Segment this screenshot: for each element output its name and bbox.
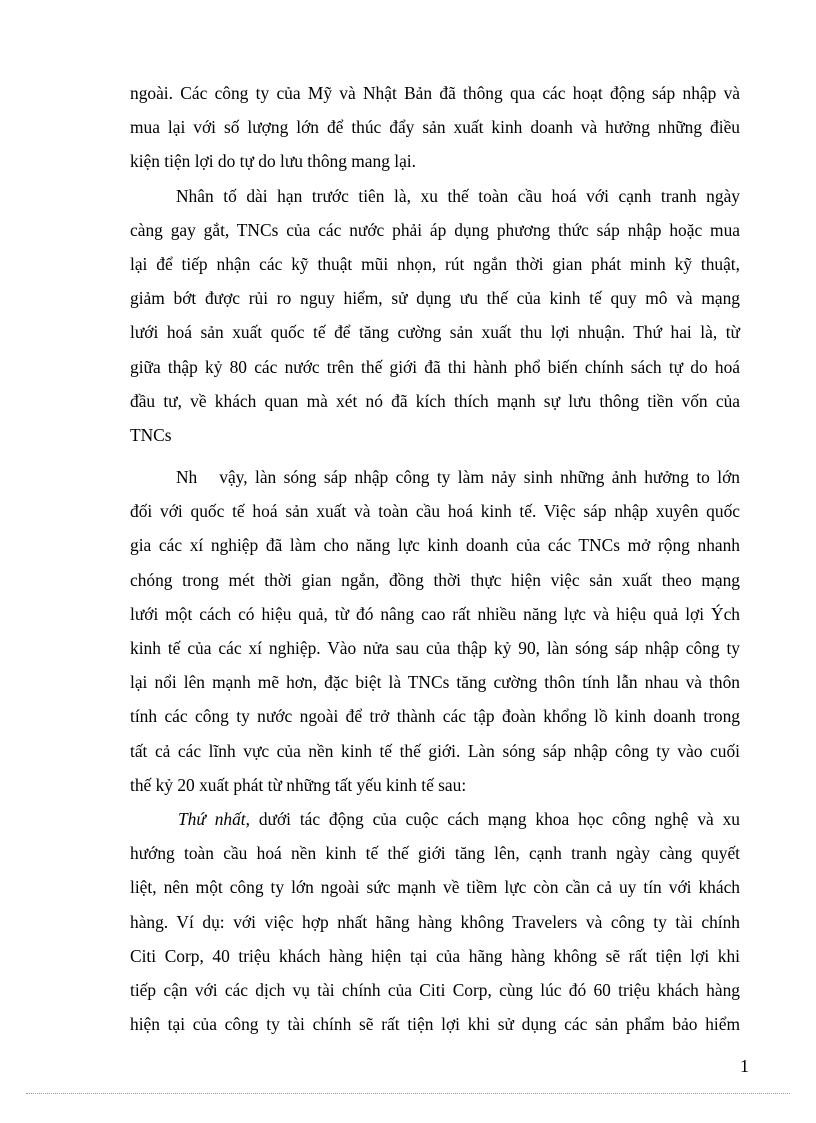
text-line: giảm bớt được rủi ro nguy hiểm, sử dụng ưu thế của kinh tế quy mô và mạng [130, 288, 740, 309]
text-line: lưới hoá sản xuất quốc tế để tăng cường sản xuất thu lợi nhuận. Thứ hai là, từ [130, 322, 740, 343]
document-body [130, 76, 740, 1041]
text-fragment: vậy, làn sóng sáp nhập công ty làm nảy sinh những ảnh hưởng to lớn [219, 467, 740, 488]
paragraph-3 [130, 460, 740, 802]
text-line: kiện tiện lợi do tự do lưu thông mang lại. [130, 151, 416, 172]
text-line [130, 802, 740, 836]
text-line: đối với quốc tế hoá sản xuất và toàn cầu hoá kinh tế. Việc sáp nhập xuyên quốc [130, 501, 740, 522]
text-fragment: Nh [176, 467, 198, 488]
text-line: TNCs [130, 424, 172, 445]
text-line: thế kỷ 20 xuất phát từ những tất yếu kinh tế sau: [130, 774, 467, 795]
text-line: tiếp cận với các dịch vụ tài chính của Citi Corp, cùng lúc đó 60 triệu khách hàng [130, 979, 740, 1000]
text-line: liệt, nên một công ty lớn ngoài sức mạnh về tiềm lực còn cần cả uy tín với khách [130, 877, 740, 898]
text-line: lưới một cách có hiệu quả, từ đó nâng cao rất nhiều năng lực và hiệu quả lợi Ých [130, 603, 740, 624]
text-line: đầu tư, về khách quan mà xét nó đã kích thích mạnh sự lưu thông tiền vốn của [130, 390, 740, 411]
text-line: tất cả các lĩnh vực của nền kinh tế thế giới. Làn sóng sáp nhập công ty vào cuối [130, 740, 740, 761]
page-number: 1 [740, 1056, 749, 1076]
text-line: hướng toàn cầu hoá nền kinh tế thế giới tăng lên, cạnh tranh ngày càng quyết [130, 843, 740, 864]
paragraph-1 [130, 76, 740, 179]
paragraph-spacer [130, 452, 740, 460]
text-line: Citi Corp, 40 triệu khách hàng hiện tại của hãng hàng không sẽ rất tiện lợi khi [130, 945, 740, 966]
paragraph-4 [130, 802, 740, 1041]
paragraph-2 [130, 179, 740, 453]
text-line: hàng. Ví dụ: với việc hợp nhất hãng hàng không Travelers và công ty tài chính [130, 911, 740, 932]
text-line: giữa thập kỷ 80 các nước trên thế giới đã thi hành phổ biến chính sách tự do hoá [130, 356, 740, 377]
emphasis-text: Thứ nhất [178, 808, 246, 829]
text-line: kinh tế của các xí nghiệp. Vào nửa sau của thập kỷ 90, làn sóng sáp nhập công ty [130, 638, 740, 658]
text-line: gia các xí nghiệp đã làm cho năng lực kinh doanh của các TNCs mở rộng nhanh [130, 535, 740, 556]
text-line: Nhân tố dài hạn trước tiên là, xu thế toàn cầu hoá với cạnh tranh ngày [176, 185, 740, 206]
text-line: hiện tại của công ty tài chính sẽ rất tiện lợi khi sử dụng các sản phẩm bảo hiểm [130, 1014, 740, 1035]
text-line: càng gay gắt, TNCs của các nước phải áp dụng phương thức sáp nhập hoặc mua [130, 219, 740, 240]
text-fragment: , dưới tác động của cuộc cách mạng khoa học công nghệ và xu [245, 808, 740, 829]
text-line: lại nổi lên mạnh mẽ hơn, đặc biệt là TNCs tăng cường thôn tính lẫn nhau và thôn [130, 672, 740, 693]
text-line: tính các công ty nước ngoài để trở thành các tập đoàn khổng lồ kinh doanh trong [130, 706, 740, 727]
text-line: mua lại với số lượng lớn để thúc đẩy sản xuất kinh doanh và hưởng những điều [130, 117, 740, 138]
footer-divider [26, 1093, 790, 1094]
text-line: chóng trong mét thời gian ngắn, đồng thời thực hiện việc sản xuất theo mạng [130, 569, 740, 590]
text-line [130, 460, 740, 494]
text-line: lại để tiếp nhận các kỹ thuật mũi nhọn, rút ngắn thời gian phát minh kỹ thuật, [130, 253, 740, 274]
text-line: ngoài. Các công ty của Mỹ và Nhật Bản đã thông qua các hoạt động sáp nhập và [130, 83, 740, 103]
